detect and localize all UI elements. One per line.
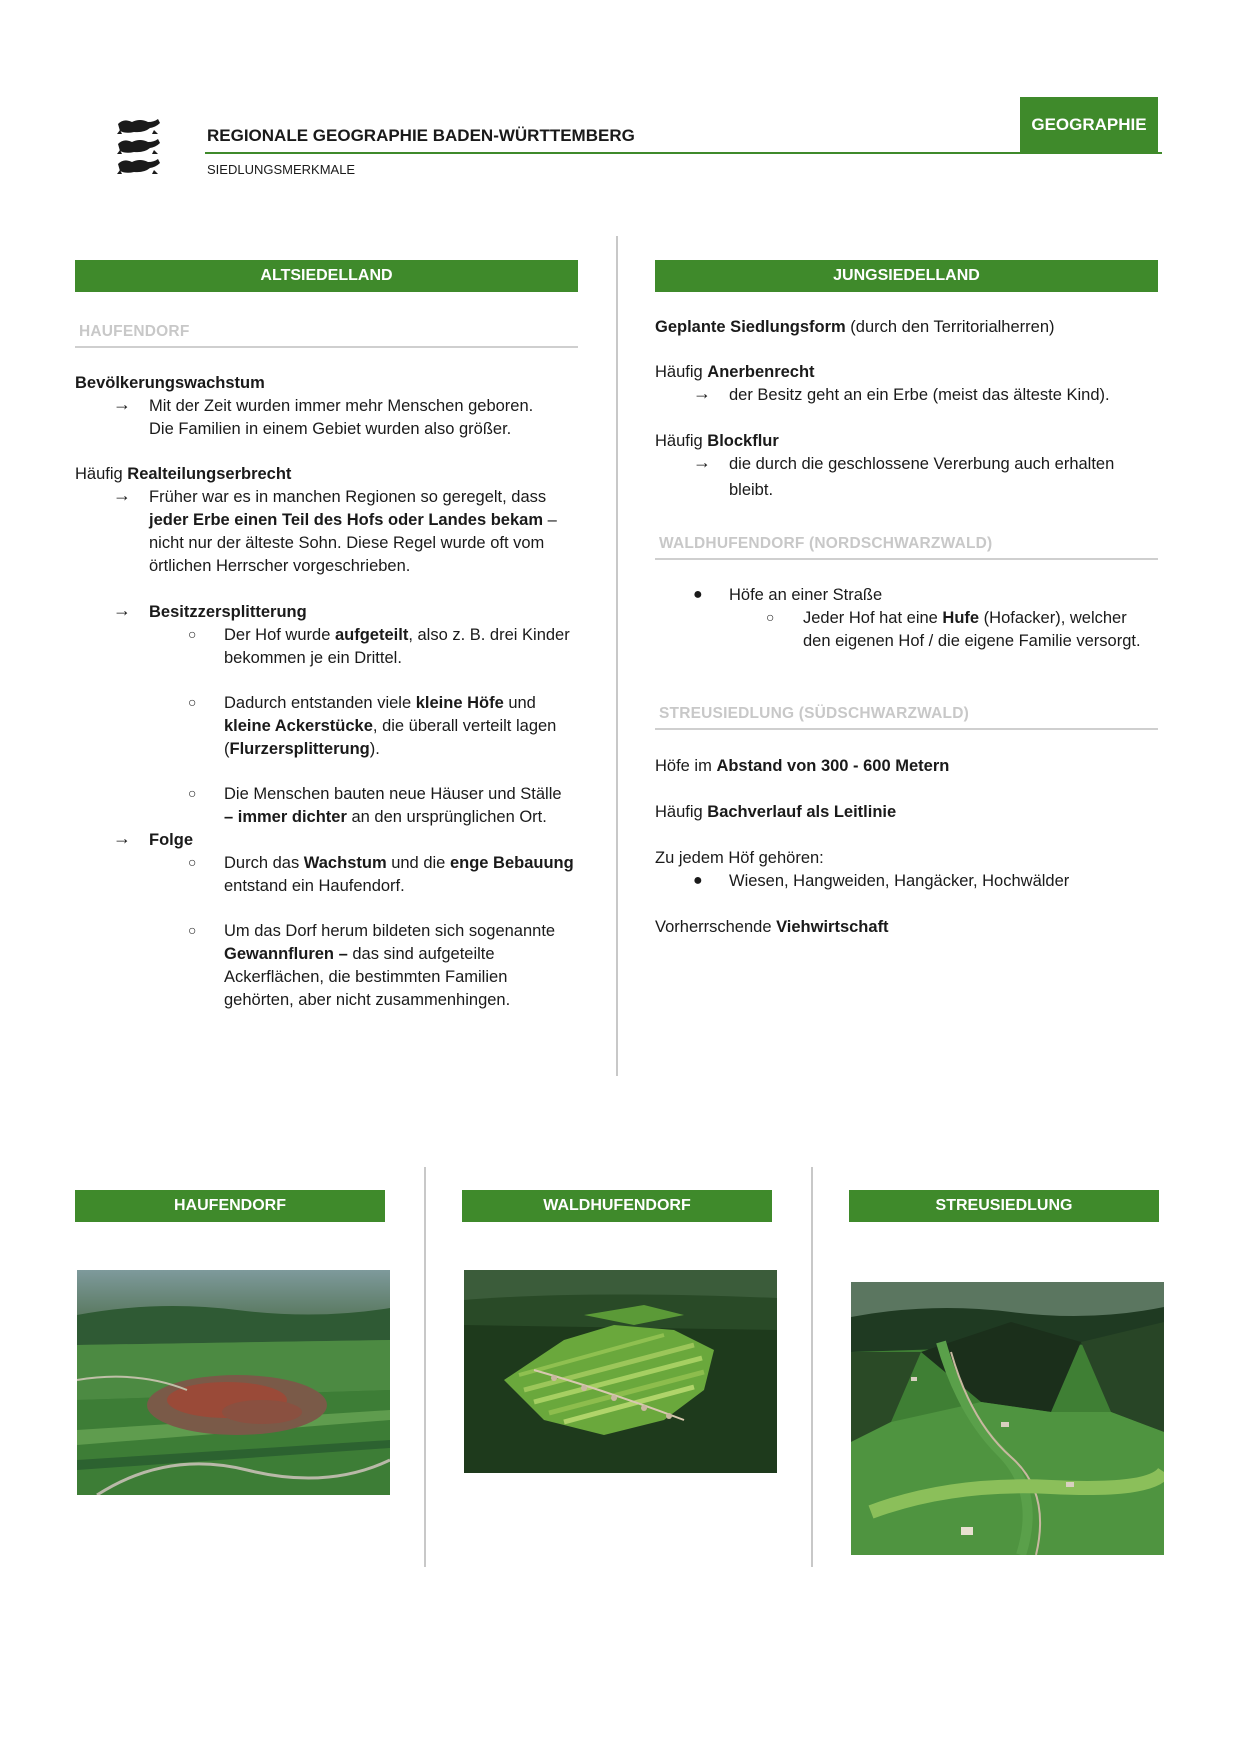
logo — [114, 118, 164, 184]
circle-bullet-icon: ○ — [766, 609, 775, 625]
streu-list-item: Wiesen, Hangweiden, Hangäcker, Hochwälder — [729, 872, 1070, 890]
photo-streusiedlung — [851, 1282, 1164, 1555]
waldhufen-subitem-line-1: Jeder Hof hat eine Hufe (Hofacker), welcher — [803, 609, 1127, 627]
caption-haufendorf: HAUFENDORF — [75, 1190, 385, 1222]
section-title-haufendorf: HAUFENDORF — [75, 323, 578, 348]
header-rule — [205, 152, 1162, 154]
section-title-streusiedlung: STREUSIEDLUNG (SÜDSCHWARZWALD) — [655, 705, 1158, 730]
besitz-title: Besitzzersplitterung — [149, 603, 307, 621]
realteilung-text-1: Früher war es in manchen Regionen so geregelt, dass — [149, 488, 547, 506]
folge-item-2-line-3: Ackerflächen, die bestimmten Familien — [224, 968, 508, 986]
anerbenrecht-text: der Besitz geht an ein Erbe (meist das älteste Kind). — [729, 386, 1110, 404]
arrow-icon: → — [113, 394, 131, 414]
realteilung-text-4: örtlichen Herrscher vorgeschrieben. — [149, 557, 411, 575]
circle-bullet-icon: ○ — [188, 694, 197, 710]
arrow-icon: → — [113, 600, 131, 620]
caption-streusiedlung: STREUSIEDLUNG — [849, 1190, 1159, 1222]
bullet-icon: ● — [693, 586, 703, 603]
folge-item-1-line-2: entstand ein Haufendorf. — [224, 877, 405, 895]
circle-bullet-icon: ○ — [188, 626, 197, 642]
photo-haufendorf — [77, 1270, 390, 1495]
folge-item-1-line-1: Durch das Wachstum und die enge Bebauung — [224, 854, 574, 872]
streu-line-1: Höfe im Abstand von 300 - 600 Metern — [655, 757, 950, 775]
besitz-item-2-line-2: kleine Ackerstücke, die überall verteilt lagen — [224, 717, 557, 735]
caption-waldhufendorf: WALDHUFENDORF — [462, 1190, 772, 1222]
altsiedelland-heading: ALTSIEDELLAND — [75, 260, 578, 292]
bevoelkerung-text-1: Mit der Zeit wurden immer mehr Menschen geboren. — [149, 397, 534, 415]
waldhufen-item-1: Höfe an einer Straße — [729, 586, 883, 604]
circle-bullet-icon: ○ — [188, 922, 197, 938]
streu-line-5: Vorherrschende Viehwirtschaft — [655, 918, 889, 936]
photo-waldhufendorf — [464, 1270, 777, 1473]
blockflur-title: Häufig Blockflur — [655, 432, 779, 450]
realteilung-text-2: jeder Erbe einen Teil des Hofs oder Landes bekam – — [149, 511, 557, 529]
circle-bullet-icon: ○ — [188, 854, 197, 870]
coat-of-arms-three-lions-icon — [114, 118, 164, 184]
besitz-item-1-line-2: bekommen je ein Drittel. — [224, 649, 402, 667]
streu-line-3: Zu jedem Höf gehören: — [655, 849, 824, 867]
arrow-icon: → — [113, 828, 131, 848]
besitz-item-2-line-1: Dadurch entstanden viele kleine Höfe und — [224, 694, 536, 712]
arrow-icon: → — [693, 383, 711, 403]
blockflur-text-2: bleibt. — [729, 481, 774, 499]
blockflur-text-1: die durch die geschlossene Vererbung auch erhalten — [729, 455, 1115, 473]
folge-item-2-line-4: gehörten, aber nicht zusammenhingen. — [224, 991, 511, 1009]
page-subtitle: SIEDLUNGSMERKMALE — [207, 162, 356, 177]
folge-item-2-line-2: Gewannfluren – das sind aufgeteilte — [224, 945, 495, 963]
gallery-divider-1 — [424, 1167, 426, 1567]
page-title: REGIONALE GEOGRAPHIE BADEN-WÜRTTEMBERG — [207, 126, 635, 145]
circle-bullet-icon: ○ — [188, 785, 197, 801]
besitz-item-3-line-1: Die Menschen bauten neue Häuser und Ställe — [224, 785, 562, 803]
jungsiedelland-heading: JUNGSIEDELLAND — [655, 260, 1158, 292]
folge-item-2-line-1: Um das Dorf herum bildeten sich sogenannte — [224, 922, 556, 940]
arrow-icon: → — [693, 452, 711, 472]
arrow-icon: → — [113, 485, 131, 505]
besitz-item-3-line-2: – immer dichter an den ursprünglichen Ort. — [224, 808, 547, 826]
folge-title: Folge — [149, 831, 193, 849]
section-title-waldhufendorf: WALDHUFENDORF (NORDSCHWARZWALD) — [655, 535, 1158, 560]
subject-badge: GEOGRAPHIE — [1020, 97, 1158, 152]
besitz-item-2-line-3: (Flurzersplitterung). — [224, 740, 380, 758]
streu-line-2: Häufig Bachverlauf als Leitlinie — [655, 803, 897, 821]
bevoelkerung-text-2: Die Familien in einem Gebiet wurden also größer. — [149, 420, 512, 438]
bevoelkerung-title: Bevölkerungswachstum — [75, 374, 265, 392]
waldhufen-subitem-line-2: den eigenen Hof / die eigene Familie versorgt. — [803, 632, 1141, 650]
realteilung-text-3: nicht nur der älteste Sohn. Diese Regel wurde oft vom — [149, 534, 545, 552]
column-divider — [616, 236, 618, 1076]
gallery-divider-2 — [811, 1167, 813, 1567]
siedlungsform-line: Geplante Siedlungsform (durch den Territorialherren) — [655, 318, 1055, 336]
realteilung-title: Häufig Realteilungserbrecht — [75, 465, 292, 483]
anerbenrecht-title: Häufig Anerbenrecht — [655, 363, 815, 381]
bullet-icon: ● — [693, 872, 703, 889]
besitz-item-1-line-1: Der Hof wurde aufgeteilt, also z. B. drei Kinder — [224, 626, 570, 644]
